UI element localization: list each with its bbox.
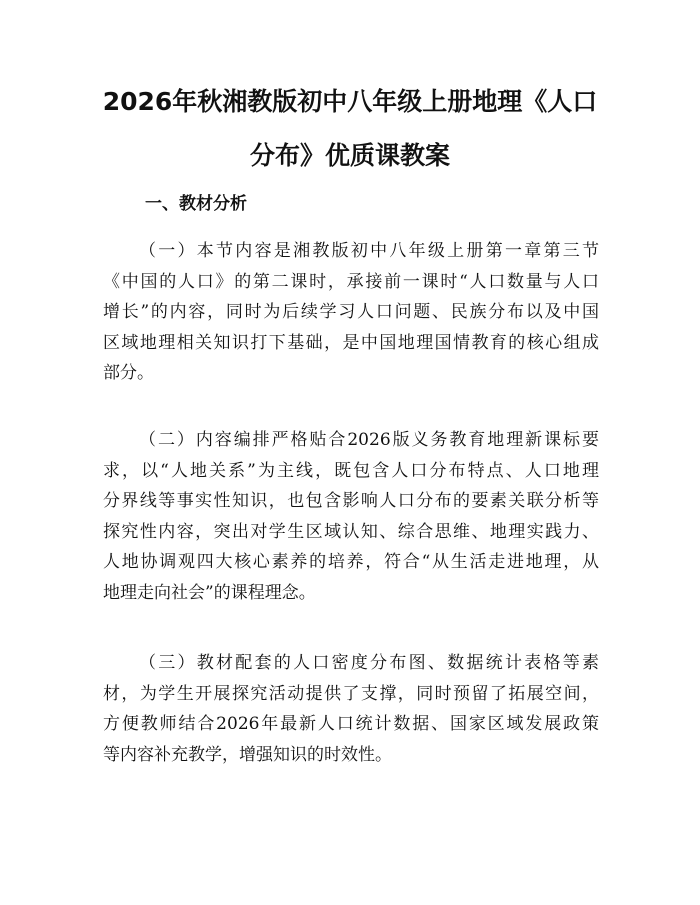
paragraph-line: （二）内容编排严格贴合2026版义务教育地理新课标要 (139, 430, 599, 450)
paragraph-line: 方便教师结合2026年最新人口统计数据、国家区域发展政策 (103, 714, 599, 734)
paragraph-line: 部分。 (103, 363, 154, 383)
paragraph-3 (103, 648, 599, 770)
title-line-2: 分布》优质课教案 (249, 141, 450, 170)
title-line-1: 2026年秋湘教版初中八年级上册地理《人口 (102, 87, 598, 116)
paragraph-line: 地理走向社会”的课程理念。 (103, 582, 316, 603)
paragraph-line: （一）本节内容是湘教版初中八年级上册第一章第三节 (139, 241, 599, 261)
paragraph-line: 《中国的人口》的第二课时，承接前一课时“人口数量与人口 (103, 271, 599, 292)
document-title (80, 75, 620, 183)
section-heading: 一、教材分析 (145, 194, 247, 214)
paragraph-line: （三）教材配套的人口密度分布图、数据统计表格等素 (139, 653, 599, 673)
paragraph-2 (103, 425, 599, 608)
paragraph-line: 等内容补充教学，增强知识的时效性。 (103, 744, 392, 765)
paragraph-line: 探究性内容，突出对学生区域认知、综合思维、地理实践力、 (103, 521, 599, 542)
paragraph-line: 增长”的内容，同时为后续学习人口问题、民族分布以及中国 (103, 302, 599, 322)
paragraph-line: 材，为学生开展探究活动提供了支撑，同时预留了拓展空间， (103, 683, 599, 704)
paragraph-line: 分界线等事实性知识，也包含影响人口分布的要素关联分析等 (103, 491, 599, 511)
paragraph-line: 区域地理相关知识打下基础，是中国地理国情教育的核心组成 (103, 332, 599, 353)
paragraph-line: 求，以“人地关系”为主线，既包含人口分布特点、人口地理 (103, 460, 599, 481)
paragraph-1 (103, 236, 599, 389)
paragraph-line: 人地协调观四大核心素养的培养，符合“从生活走进地理，从 (103, 552, 599, 572)
